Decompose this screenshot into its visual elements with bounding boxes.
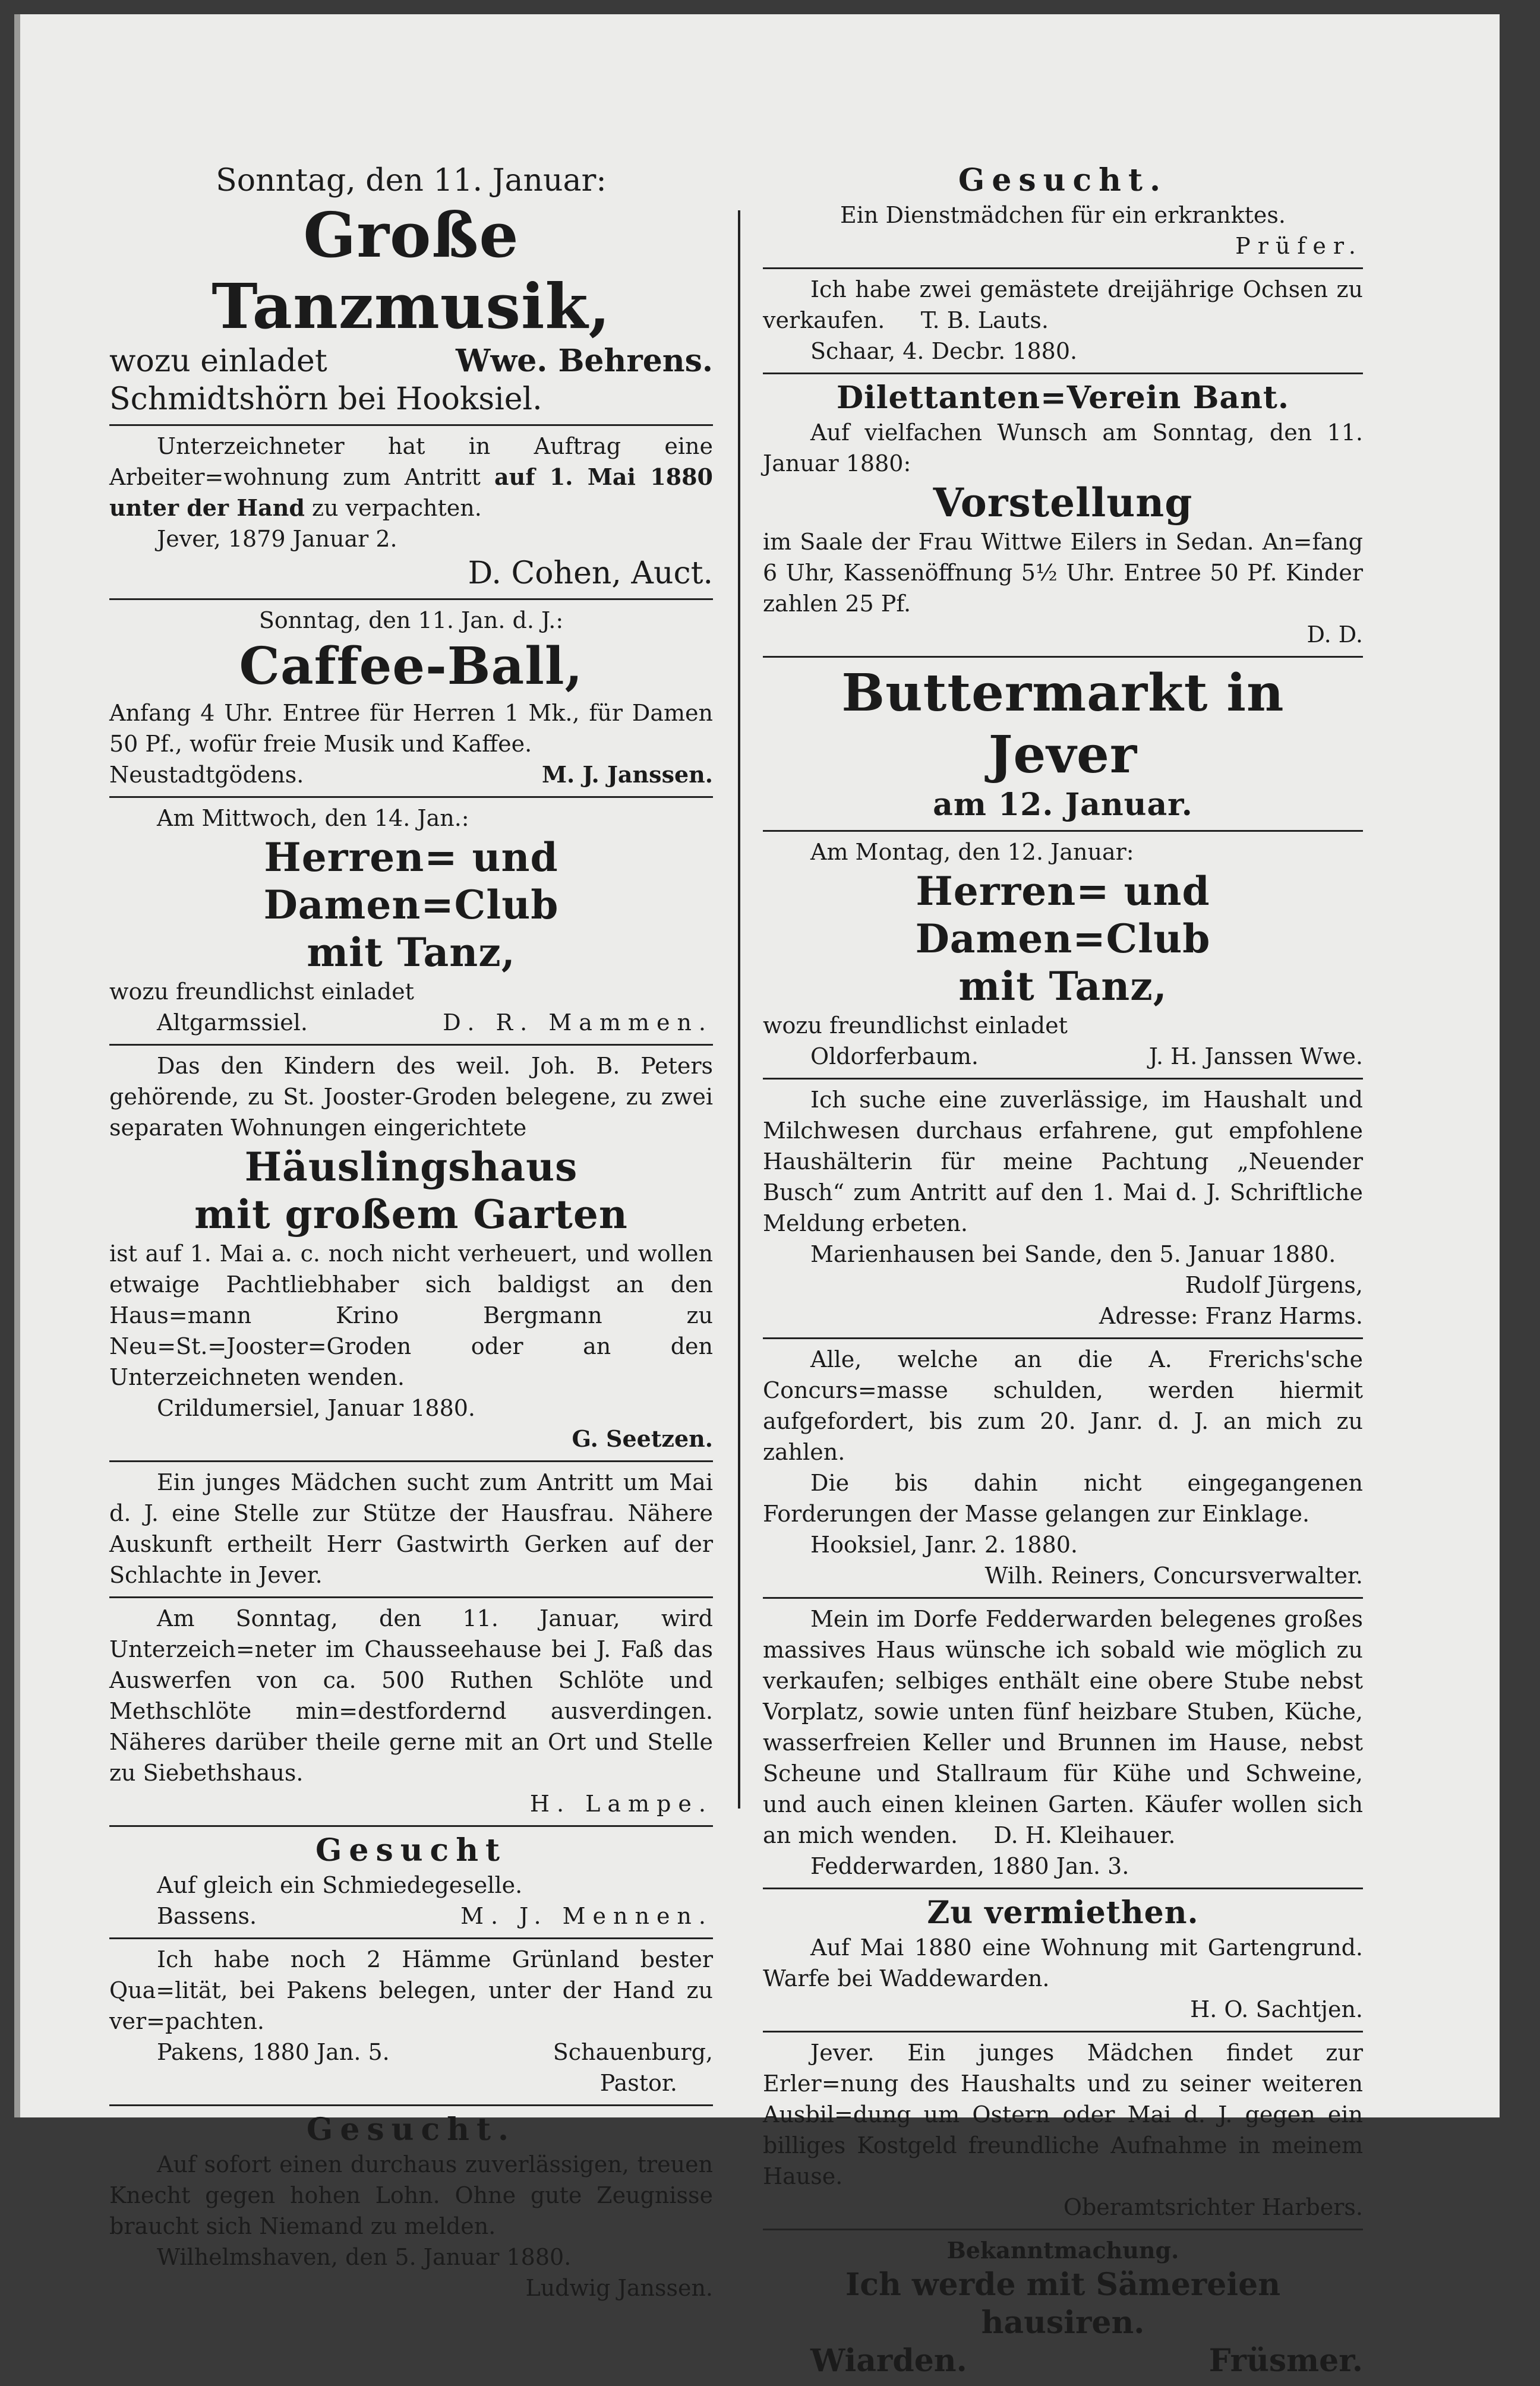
ad-signature: D. R. Mammen. — [443, 1009, 713, 1036]
ad-address: Adresse: Franz Harms. — [1099, 1303, 1363, 1329]
ad-body: Alle, welche an die A. Frerichs'sche Concurs=masse schulden, werden hiermit aufgefordert, bis zum 20. Janr. d. J. an mich zu zahlen. — [763, 1346, 1363, 1465]
ad-body: Auf Mai 1880 eine Wohnung mit Gartengrund. Warfe bei Waddewarden. — [763, 1934, 1363, 1992]
ad-signature: Wilh. Reiners, Concursverwalter. — [984, 1563, 1363, 1589]
ad-signature: M. J. Mennen. — [460, 1903, 713, 1929]
ad-headline: Zu vermiethen. — [927, 1895, 1199, 1931]
ad-body: Unterzeichneter hat in Auftrag eine Arbeiter=wohnung zum Antritt auf 1. Mai 1880 unter der Hand zu verpachten. — [109, 433, 713, 521]
ad-subheadline: am 12. Januar. — [933, 787, 1193, 823]
ad-signature: G. Seetzen. — [572, 1425, 713, 1452]
ad-haus-fedderwarden — [763, 1599, 1363, 1889]
ad-text: wozu einladet — [109, 343, 327, 379]
ad-signature-row — [109, 2037, 713, 2068]
ad-dilettanten-verein — [763, 374, 1363, 658]
ad-place: Schmidtshörn bei Hooksiel. — [109, 381, 542, 417]
ad-signature: Ludwig Janssen. — [525, 2275, 713, 2301]
ad-tanzmusik — [109, 157, 713, 426]
ad-body: Ich werde mit Sämereien hausiren. — [845, 2267, 1281, 2341]
ad-date: Sonntag, den 11. Januar: — [216, 163, 607, 198]
ad-signature: Schauenburg, — [553, 2039, 713, 2065]
ad-headline: Herren= und Damen=Club — [263, 834, 559, 928]
ad-signature-row — [763, 2342, 1363, 2380]
ad-body: Ein Dienstmädchen für ein erkranktes. — [840, 202, 1286, 228]
ad-place: Neustadtgödens. — [109, 762, 304, 788]
ad-signature-row — [109, 342, 713, 380]
ad-date: Crildumersiel, Januar 1880. — [157, 1395, 476, 1421]
ad-club-oldorferbaum — [763, 832, 1363, 1080]
ad-signature: Früsmer. — [1208, 2343, 1363, 2379]
ad-text: wozu freundlichst einladet — [109, 979, 414, 1005]
ad-ausverdingung — [109, 1598, 713, 1827]
ad-place: Oldorferbaum. — [810, 1043, 979, 1069]
left-column — [109, 157, 713, 2309]
ad-signature: H. O. Sachtjen. — [1190, 1996, 1363, 2022]
ad-signature-row — [763, 1041, 1363, 1072]
ad-place: Bassens. — [157, 1903, 257, 1929]
ad-body: Auf vielfachen Wunsch am Sonntag, den 11. Januar 1880: — [763, 419, 1363, 476]
ad-body: Das den Kindern des weil. Joh. B. Peters gehörende, zu St. Jooster-Groden belegene, zu zwei separaten Wohnungen eingerichtete — [109, 1053, 713, 1141]
ad-body: Jever. Ein junges Mädchen findet zur Erler=nung des Haushalts und zu seiner weiteren Ausbil=dung um Ostern oder Mai d. J. gegen ein billiges Kostgeld freundliche Aufnahme in meinem Hause. — [763, 2040, 1363, 2189]
ad-body: Auf gleich ein Schmiedegeselle. — [157, 1872, 523, 1898]
ad-kostgeld — [763, 2032, 1363, 2230]
ad-concurs — [763, 1339, 1363, 1599]
ad-signature: Rudolf Jürgens, — [1185, 1272, 1363, 1298]
ad-headline: Gesucht. — [306, 2112, 516, 2148]
right-column — [763, 157, 1363, 2386]
ad-headline: Buttermarkt in Jever — [841, 663, 1285, 785]
ad-date: Am Mittwoch, den 14. Jan.: — [157, 805, 469, 831]
ad-body: Mein im Dorfe Fedderwarden belegenes großes massives Haus wünsche ich sobald wie möglich zu verkaufen; selbiges enthält eine obere Stube nebst Vorplatz, sowie unten fünf heizbare Stuben, Küche, wasserfreien Keller und Brunnen im Hause, nebst Scheune und Stallraum für Kühe und Schweine, und auch einen kleinen Garten. Käufer wollen sich an mich wenden. D. H. Kleihauer. — [763, 1606, 1363, 1848]
ad-text: wozu freundlichst einladet — [763, 1012, 1068, 1039]
ad-place: Wiarden. — [810, 2343, 967, 2379]
ad-club-altgarmssiel — [109, 798, 713, 1046]
ad-body: ist auf 1. Mai a. c. noch nicht verheuert, und wollen etwaige Pachtliebhaber sich baldigst an den Haus=mann Krino Bergmann zu Neu=St.=Jooster=Groden oder an den Unterzeichneten wenden. — [109, 1241, 713, 1390]
ad-date: Hooksiel, Janr. 2. 1880. — [810, 1532, 1078, 1558]
ad-signature: D. D. — [1307, 621, 1363, 648]
ad-zu-vermiethen — [763, 1889, 1363, 2032]
ad-buttermarkt — [763, 658, 1363, 832]
ad-headline: Herren= und Damen=Club — [915, 868, 1211, 962]
column-divider — [738, 210, 740, 1809]
ad-body: Ich habe noch 2 Hämme Grünland bester Qua=lität, bei Pakens belegen, unter der Hand zu ver=pachten. — [109, 1946, 713, 2034]
ad-signature: D. Cohen, Auct. — [468, 556, 713, 591]
newspaper-page — [14, 14, 1500, 2379]
ad-body: im Saale der Frau Wittwe Eilers in Sedan. An=fang 6 Uhr, Kassenöffnung 5½ Uhr. Entree 50 Pf. Kinder zahlen 25 Pf. — [763, 529, 1363, 617]
ad-body: Ich suche eine zuverlässige, im Haushalt und Milchwesen durchaus erfahrene, gut empfohlene Haushälterin für meine Pachtung „Neuender Busch“ zum Antritt auf den 1. Mai d. J. Schriftliche Meldung erbeten. — [763, 1087, 1363, 1236]
ad-date: Am Montag, den 12. Januar: — [810, 839, 1134, 865]
ad-place: Altgarmssiel. — [157, 1009, 308, 1036]
ad-haeuslingshaus — [109, 1046, 713, 1462]
ad-date: Schaar, 4. Decbr. 1880. — [810, 338, 1078, 364]
ad-body: Am Sonntag, den 11. Januar, wird Unterzeich=neter im Chausseehause bei J. Faß das Auswerfen von ca. 500 Ruthen Schlöte und Methschlöte min=destfordernd ausverdingen. Näheres darüber theile gerne mit an Ort und Stelle zu Siebethshaus. — [109, 1605, 713, 1786]
ad-headline: Gesucht. — [958, 162, 1168, 198]
ad-title: Pastor. — [599, 2070, 677, 2096]
ad-signature: Prüfer. — [1235, 233, 1363, 259]
ad-subheadline: mit Tanz, — [307, 929, 516, 976]
ad-body: Ich habe zwei gemästete dreijährige Ochsen zu verkaufen. T. B. Lauts. — [763, 276, 1363, 333]
ad-ochsen — [763, 269, 1363, 374]
ad-body: Auf sofort einen durchaus zuverlässigen, treuen Knecht gegen hohen Lohn. Ohne gute Zeugnisse braucht sich Niemand zu melden. — [109, 2151, 713, 2239]
ad-date: Wilhelmshaven, den 5. Januar 1880. — [157, 2244, 572, 2270]
ad-signature-row — [109, 1007, 713, 1038]
ad-subheadline: Vorstellung — [933, 479, 1193, 526]
ad-signature: H. Lampe. — [529, 1791, 713, 1817]
ad-body: Die bis dahin nicht eingegangenen Forderungen der Masse gelangen zur Einklage. — [763, 1470, 1363, 1527]
ad-headline: Bekanntmachung. — [946, 2237, 1179, 2264]
ad-headline: Große Tanzmusik, — [212, 198, 611, 343]
ad-signature-row — [109, 1901, 713, 1931]
ad-subheadline: mit Tanz, — [958, 963, 1167, 1009]
ad-gruenland — [109, 1939, 713, 2106]
ad-signature: M. J. Janssen. — [541, 761, 713, 788]
ad-headline: Dilettanten=Verein Bant. — [836, 380, 1290, 416]
ad-signature: Oberamtsrichter Harbers. — [1063, 2194, 1363, 2220]
ad-date: Sonntag, den 11. Jan. d. J.: — [258, 607, 564, 633]
ad-body: Ein junges Mädchen sucht zum Antritt um Mai d. J. eine Stelle zur Stütze der Hausfrau. Nähere Auskunft ertheilt Herr Gastwirth Gerken auf der Schlachte in Jever. — [109, 1469, 713, 1588]
ad-maedchen-stelle — [109, 1462, 713, 1598]
ad-date: Fedderwarden, 1880 Jan. 3. — [810, 1853, 1129, 1879]
ad-signature: Wwe. Behrens. — [456, 343, 713, 379]
ad-headline: Gesucht — [315, 1832, 507, 1869]
ad-caffee-ball — [109, 600, 713, 798]
ad-date: Marienhausen bei Sande, den 5. Januar 1880. — [810, 1241, 1336, 1267]
ad-headline: Caffee-Ball, — [239, 636, 583, 696]
ad-haushaelterin — [763, 1080, 1363, 1339]
ad-signature-row — [109, 759, 713, 790]
ad-subheadline: mit großem Garten — [194, 1191, 628, 1238]
ad-gesucht-knecht — [109, 2106, 713, 2309]
ad-date: Jever, 1879 Januar 2. — [157, 526, 397, 552]
ad-date: Pakens, 1880 Jan. 5. — [157, 2039, 390, 2065]
ad-gesucht-dienstmaedchen — [763, 157, 1363, 269]
ad-arbeiterwohnung — [109, 426, 713, 600]
ad-body: Anfang 4 Uhr. Entree für Herren 1 Mk., für Damen 50 Pf., wofür freie Musik und Kaffee. — [109, 700, 713, 757]
ad-headline: Häuslingshaus — [244, 1144, 578, 1190]
ad-signature: J. H. Janssen Wwe. — [1148, 1043, 1363, 1069]
ad-bekanntmachung — [763, 2230, 1363, 2386]
ad-gesucht-schmied — [109, 1827, 713, 1939]
